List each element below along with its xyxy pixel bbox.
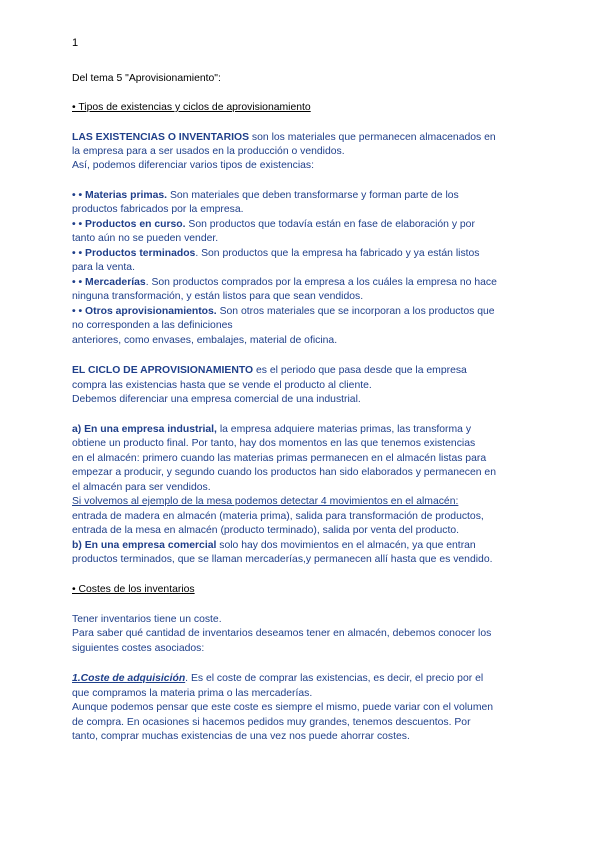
- costes-line-2: Para saber qué cantidad de inventarios deseamos tener en almacén, debemos conocer los: [72, 628, 492, 639]
- tipo-materias-primas: • • Materias primas. Son materiales que deben transformarse y forman parte de los: [72, 190, 459, 201]
- tipo-mercaderias-cont: ninguna transformación, y están listos para que sean vendidos.: [72, 291, 364, 302]
- section-title-costes: • Costes de los inventarios: [72, 584, 195, 595]
- tipo-mercaderias: • • Mercaderías. Son productos comprados por la empresa a los cuáles la empresa no hace: [72, 277, 497, 288]
- tipo-productos-en-curso: • • Productos en curso. Son productos que todavía están en fase de elaboración y por: [72, 219, 475, 230]
- intro-line: Del tema 5 "Aprovisionamiento":: [72, 73, 221, 84]
- industrial-line-1: a) En una empresa industrial, la empresa adquiere materias primas, las transforma y: [72, 424, 472, 435]
- industrial-line-8: entrada de la mesa en almacén (producto terminado), salida por venta del producto.: [72, 525, 459, 536]
- comercial-line-1: b) En una empresa comercial solo hay dos movimientos en el almacén, ya que entran: [72, 540, 476, 551]
- tipo-productos-en-curso-cont: tanto aún no se pueden vender.: [72, 233, 219, 244]
- ciclo-line-3: Debemos diferenciar una empresa comercial de una industrial.: [72, 394, 361, 405]
- costes-line-3: siguientes costes asociados:: [72, 643, 205, 654]
- tipo-productos-terminados: • • Productos terminados. Son productos que la empresa ha fabricado y ya están listos: [72, 248, 480, 259]
- existencias-line-2: la empresa para a ser usados en la producción o vendidos.: [72, 146, 345, 157]
- tipo-otros-aprovisionamientos-cont: no corresponden a las definiciones: [72, 320, 233, 331]
- adquisicion-line-1: 1.Coste de adquisición. Es el coste de comprar las existencias, es decir, el precio por el: [72, 673, 484, 684]
- tipo-otros-aprovisionamientos: • • Otros aprovisionamientos. Son otros materiales que se incorporan a los productos que: [72, 306, 495, 317]
- tipo-productos-terminados-cont: para la venta.: [72, 262, 135, 273]
- industrial-line-7: entrada de madera en almacén (materia prima), salida para transformación de productos,: [72, 511, 484, 522]
- existencias-line-3: Así, podemos diferenciar varios tipos de existencias:: [72, 160, 314, 171]
- costes-line-1: Tener inventarios tiene un coste.: [72, 614, 222, 625]
- section-title-tipos: • Tipos de existencias y ciclos de aprovisionamiento: [72, 102, 311, 113]
- ciclo-term: EL CICLO DE APROVISIONAMIENTO: [72, 365, 254, 376]
- adquisicion-line-4: de compra. En ocasiones si hacemos pedidos muy grandes, tenemos descuentos. Por: [72, 717, 471, 728]
- ciclo-line-2: compra las existencias hasta que se vende el producto al cliente.: [72, 380, 372, 391]
- industrial-term: a) En una empresa industrial,: [72, 424, 217, 435]
- existencias-line-1: LAS EXISTENCIAS O INVENTARIOS son los materiales que permanecen almacenados en: [72, 132, 496, 143]
- tipo-materias-primas-cont: productos fabricados por la empresa.: [72, 204, 244, 215]
- adquisicion-term: 1.Coste de adquisición: [72, 673, 186, 684]
- adquisicion-line-2: que compramos la materia prima o las mercaderías.: [72, 688, 313, 699]
- page-number: 1: [72, 37, 79, 49]
- industrial-line-5: el almacén para ser vendidos.: [72, 482, 211, 493]
- adquisicion-line-5: tanto, comprar muchas existencias de una vez nos puede ahorrar costes.: [72, 731, 410, 742]
- adquisicion-line-3: Aunque podemos pensar que este coste es siempre el mismo, puede variar con el volumen: [72, 702, 494, 713]
- tipo-otros-aprovisionamientos-cont-2: anteriores, como envases, embalajes, material de oficina.: [72, 335, 338, 346]
- industrial-line-3: en el almacén: primero cuando las materias primas permanecen en el almacén listas para: [72, 453, 487, 464]
- industrial-line-6: Si volvemos al ejemplo de la mesa podemos detectar 4 movimientos en el almacén:: [72, 496, 459, 507]
- ciclo-line-1: EL CICLO DE APROVISIONAMIENTO es el periodo que pasa desde que la empresa: [72, 365, 467, 376]
- existencias-term: LAS EXISTENCIAS O INVENTARIOS: [72, 132, 250, 143]
- industrial-line-2: obtiene un producto final. Por tanto, hay dos momentos en las que tenemos existencias: [72, 438, 476, 449]
- industrial-line-4: empezar a producir, y segundo cuando los productos han sido elaborados y permanecen en: [72, 467, 496, 478]
- comercial-line-2: productos terminados, que se llaman mercaderías,y permanecen allí hasta que es vendido.: [72, 554, 493, 565]
- comercial-term: b) En una empresa comercial: [72, 540, 217, 551]
